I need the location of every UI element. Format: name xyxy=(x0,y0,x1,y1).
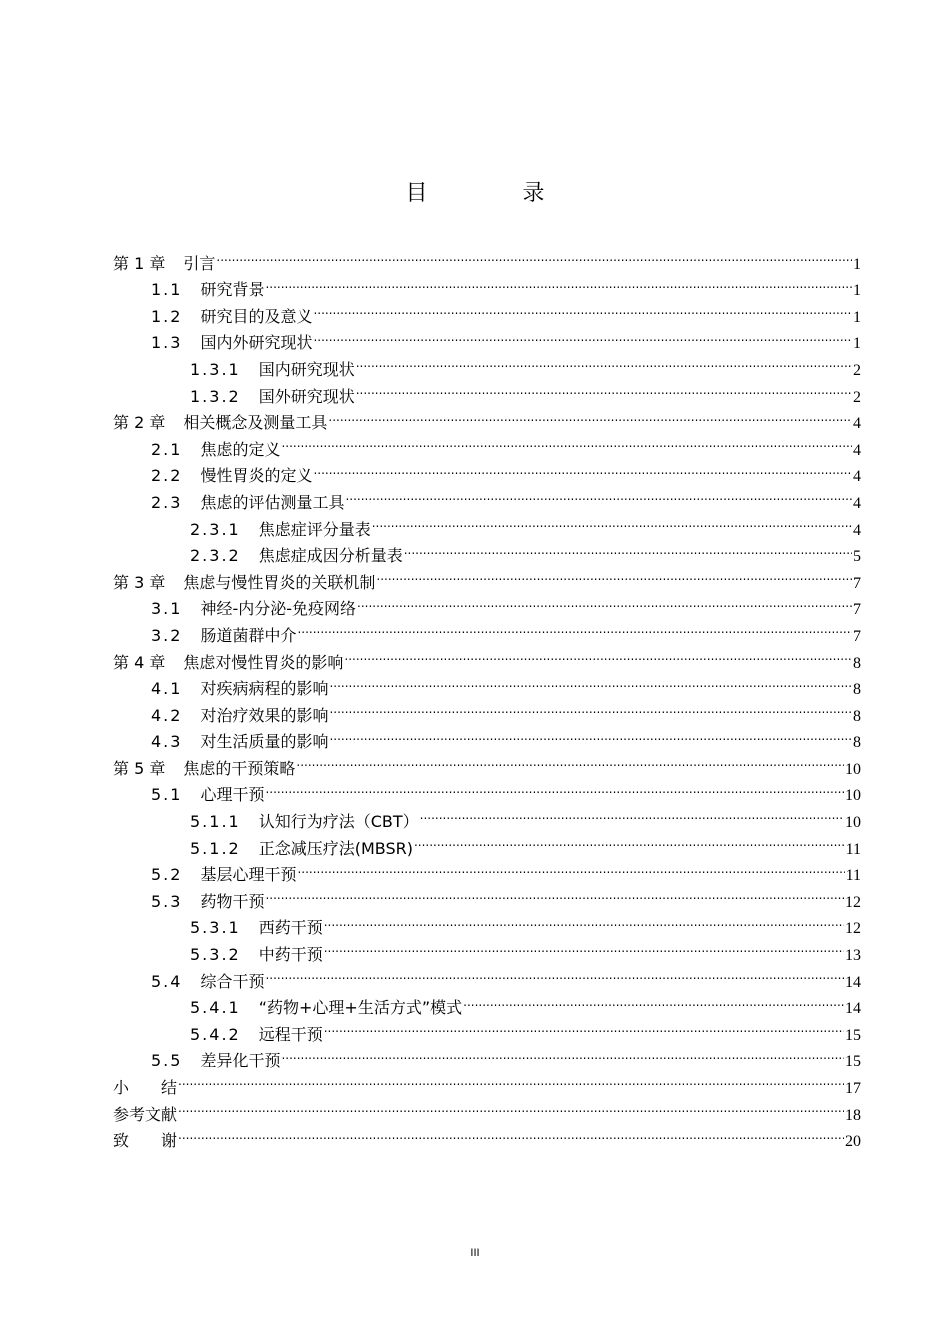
toc-entry[interactable] xyxy=(113,1120,861,1151)
toc-entry-number: 第 3 章 xyxy=(113,572,166,592)
toc-entry-title: 焦虑与慢性胃炎的关联机制 xyxy=(183,572,376,592)
toc-entry-title: 中药干预 xyxy=(258,945,323,965)
toc-entry-number: 3.1 xyxy=(151,599,183,619)
toc-entry-page: 12 xyxy=(845,893,861,911)
toc-entry[interactable] xyxy=(113,242,861,273)
toc-entry-title: 药物干预 xyxy=(200,891,265,911)
toc-dot-leader xyxy=(324,907,844,934)
toc-entry-number: 5.4 xyxy=(151,971,183,991)
toc-dot-leader xyxy=(296,747,844,774)
toc-dot-leader xyxy=(265,880,844,907)
toc-dot-leader xyxy=(265,269,852,296)
toc-entry-title: 对疾病病程的影响 xyxy=(200,679,329,699)
toc-entry[interactable] xyxy=(113,1066,861,1097)
toc-entry-page: 10 xyxy=(845,760,861,778)
toc-dot-leader xyxy=(313,295,852,322)
toc-entry-page: 2 xyxy=(853,388,861,406)
toc-dot-leader xyxy=(329,721,852,748)
toc-entry-title: 对生活质量的影响 xyxy=(200,732,329,752)
toc-dot-leader xyxy=(463,987,844,1014)
toc-dot-leader xyxy=(329,668,852,695)
toc-dot-leader xyxy=(356,348,852,375)
toc-dot-leader xyxy=(281,428,852,455)
toc-entry-title: 相关概念及测量工具 xyxy=(183,413,328,433)
toc-dot-leader xyxy=(281,1040,844,1067)
toc-entry-page: 17 xyxy=(845,1080,861,1097)
toc-entry-number: 5.1 xyxy=(151,785,183,805)
toc-entry-title: 参考文献 xyxy=(113,1104,178,1124)
toc-entry-number: 第 5 章 xyxy=(113,758,166,778)
toc-entry-title: 神经-内分泌-免疫网络 xyxy=(200,599,357,619)
toc-dot-leader xyxy=(376,561,852,588)
toc-dot-leader xyxy=(328,402,852,429)
toc-dot-leader xyxy=(420,800,844,827)
toc-entry-page: 2 xyxy=(853,361,861,379)
toc-entry-number: 2.2 xyxy=(151,466,183,486)
toc-entry-page: 14 xyxy=(845,1000,861,1018)
toc-entry-page: 11 xyxy=(845,867,861,885)
toc-entry-number: 2.3 xyxy=(151,492,183,512)
toc-entry-title: 西药干预 xyxy=(258,918,323,938)
toc-entry-title: 致 谢 xyxy=(113,1131,178,1151)
toc-entry-number: 5.2 xyxy=(151,865,183,885)
toc-entry-page: 4 xyxy=(853,441,861,459)
toc-dot-leader xyxy=(329,694,852,721)
toc-dot-leader xyxy=(178,1093,844,1120)
toc-entry-number: 1.3 xyxy=(151,333,183,353)
toc-entry-page: 7 xyxy=(853,574,861,592)
toc-entry-page: 4 xyxy=(853,494,861,512)
toc-entry-page: 4 xyxy=(853,415,861,433)
toc-entry-title: 焦虑症成因分析量表 xyxy=(258,546,403,566)
toc-entry-page: 10 xyxy=(845,814,861,832)
toc-entry-number: 1.3.1 xyxy=(190,359,241,379)
toc-entry-title: 研究目的及意义 xyxy=(200,306,313,326)
toc-entry-title: 焦虑的干预策略 xyxy=(183,758,296,778)
toc-entry-number: 5.1.2 xyxy=(190,838,241,858)
toc-entry-page: 8 xyxy=(853,654,861,672)
toc-entry-page: 8 xyxy=(853,734,861,752)
toc-dot-leader xyxy=(414,827,845,854)
toc-entry-title: 研究背景 xyxy=(200,280,265,300)
toc-entry-page: 18 xyxy=(845,1106,861,1124)
toc-entry-title: 国外研究现状 xyxy=(258,386,355,406)
toc-dot-leader xyxy=(178,1066,844,1093)
toc-entry-number: 1.2 xyxy=(151,306,183,326)
toc-entry-number: 4.3 xyxy=(151,732,183,752)
toc-dot-leader xyxy=(297,614,852,641)
toc-entry-title: 认知行为疗法（CBT） xyxy=(258,812,419,832)
toc-entry-number: 2.3.1 xyxy=(190,519,241,539)
toc-entry-title: 焦虑的评估测量工具 xyxy=(200,492,345,512)
toc-entry-number: 2.3.2 xyxy=(190,546,241,566)
toc-entry-page: 12 xyxy=(845,920,861,938)
toc-entry-page: 14 xyxy=(845,973,861,991)
toc-entry-title: 焦虑症评分量表 xyxy=(258,519,371,539)
toc-entry-page: 1 xyxy=(853,282,861,300)
toc-list xyxy=(113,242,861,1151)
page-number: III xyxy=(470,1247,480,1259)
toc-entry-number: 5.4.2 xyxy=(190,1024,241,1044)
toc-entry[interactable] xyxy=(113,269,861,300)
toc-entry-page: 1 xyxy=(853,335,861,353)
toc-entry-number: 2.1 xyxy=(151,439,183,459)
toc-entry-number: 4.2 xyxy=(151,705,183,725)
toc-entry-page: 7 xyxy=(853,601,861,619)
toc-entry-title: 差异化干预 xyxy=(200,1051,281,1071)
toc-dot-leader xyxy=(344,641,852,668)
toc-entry-page: 7 xyxy=(853,627,861,645)
toc-entry-title: 肠道菌群中介 xyxy=(200,625,297,645)
toc-entry-number: 5.5 xyxy=(151,1051,183,1071)
toc-entry-page: 8 xyxy=(853,681,861,699)
toc-entry-title: 综合干预 xyxy=(200,971,265,991)
toc-entry-number: 第 1 章 xyxy=(113,253,166,273)
toc-entry-title: 基层心理干预 xyxy=(200,865,297,885)
toc-dot-leader xyxy=(313,322,852,349)
toc-entry-title: 国内研究现状 xyxy=(258,359,355,379)
toc-entry-page: 8 xyxy=(853,707,861,725)
toc-dot-leader xyxy=(313,455,852,482)
toc-entry-page: 13 xyxy=(845,947,861,965)
toc-entry-page: 10 xyxy=(845,787,861,805)
toc-entry-title: 对治疗效果的影响 xyxy=(200,705,329,725)
toc-entry-title: 慢性胃炎的定义 xyxy=(200,466,313,486)
toc-entry-page: 5 xyxy=(853,548,861,566)
toc-entry-page: 4 xyxy=(853,468,861,486)
toc-entry-title: 远程干预 xyxy=(258,1024,323,1044)
toc-entry-number: 3.2 xyxy=(151,625,183,645)
toc-entry-page: 1 xyxy=(853,255,861,273)
toc-dot-leader xyxy=(357,588,852,615)
toc-dot-leader xyxy=(324,1013,844,1040)
toc-entry-title: 焦虑对慢性胃炎的影响 xyxy=(183,652,344,672)
toc-entry-page: 15 xyxy=(845,1053,861,1071)
toc-dot-leader xyxy=(265,774,844,801)
toc-entry-title: “药物+心理+生活方式”模式 xyxy=(258,998,463,1018)
toc-entry-title: 焦虑的定义 xyxy=(200,439,281,459)
toc-entry-number: 第 2 章 xyxy=(113,413,166,433)
toc-dot-leader xyxy=(356,375,852,402)
toc-dot-leader xyxy=(216,242,852,269)
toc-entry-number: 1.1 xyxy=(151,280,183,300)
toc-dot-leader xyxy=(324,933,844,960)
toc-entry-title: 引言 xyxy=(183,253,216,273)
toc-entry-number: 5.3.1 xyxy=(190,918,241,938)
toc-entry-page: 11 xyxy=(845,840,861,858)
toc-dot-leader xyxy=(265,960,844,987)
toc-entry-page: 20 xyxy=(845,1133,861,1151)
toc-entry[interactable] xyxy=(113,1093,861,1124)
toc-dot-leader xyxy=(372,508,852,535)
toc-entry-title: 国内外研究现状 xyxy=(200,333,313,353)
toc-entry-number: 5.3 xyxy=(151,891,183,911)
toc-entry-page: 15 xyxy=(845,1026,861,1044)
toc-entry-number: 5.4.1 xyxy=(190,998,241,1018)
toc-dot-leader xyxy=(345,481,852,508)
toc-entry-number: 5.1.1 xyxy=(190,812,241,832)
toc-title: 目 录 xyxy=(405,181,589,206)
toc-dot-leader xyxy=(178,1120,844,1147)
toc-entry-title: 心理干预 xyxy=(200,785,265,805)
toc-entry-title: 小 结 xyxy=(113,1078,178,1097)
toc-entry-page: 1 xyxy=(853,308,861,326)
toc-entry-title: 正念减压疗法(MBSR) xyxy=(258,838,413,858)
toc-entry-page: 4 xyxy=(853,521,861,539)
toc-entry-number: 5.3.2 xyxy=(190,945,241,965)
toc-dot-leader xyxy=(404,535,852,562)
toc-entry-number: 1.3.2 xyxy=(190,386,241,406)
toc-entry-number: 4.1 xyxy=(151,679,183,699)
toc-dot-leader xyxy=(297,854,844,881)
toc-entry-number: 第 4 章 xyxy=(113,652,166,672)
